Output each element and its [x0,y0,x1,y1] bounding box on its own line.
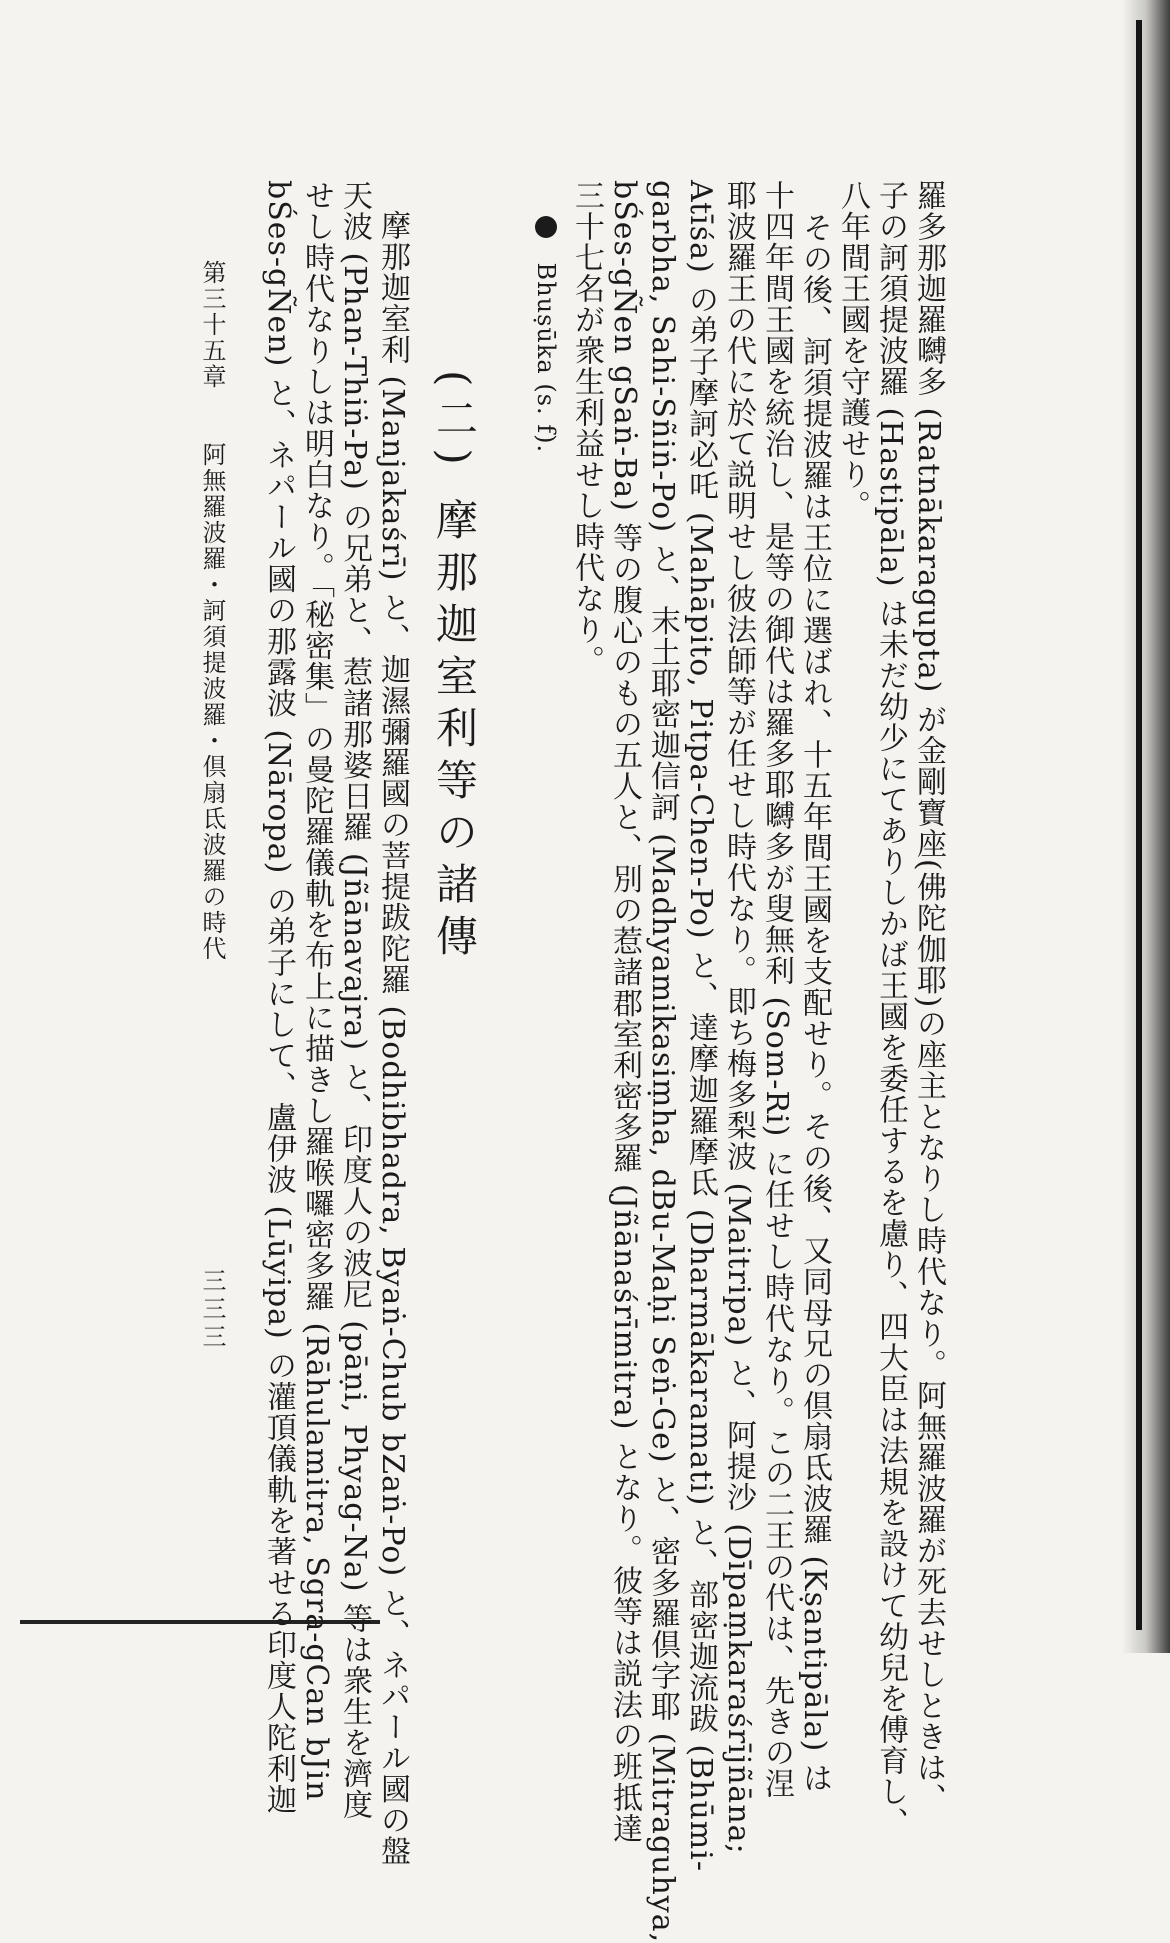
body-text-line: bŚes-gÑen) と、ネパール國の那露波 (Nāropa) の弟子にして、盧伊波 (Lūyipa) の灌頂儀軌を著せる印度人陀利迦 [261,180,296,1816]
body-text-line: 三十七名が衆生利益せし時代なり。 [569,180,604,676]
running-footer [198,260,226,962]
body-text-line: Atīśa) の弟子摩訶必吒 (Mahāpito, Pitpa-Chen-Po) と、達摩迦羅摩氐 (Dharmākaramati) と、部密迦流跋 (Bhūmi- [683,180,718,1872]
body-text-line: 十四年間王國を統治し、是等の御代は羅多耶嚩多が叟無利 (Som-Ri) に任せし時代なり。この二王の代は、先きの涅 [759,180,794,1799]
page-number: 三三三 [198,1268,226,1352]
footer-title: 阿無羅波羅・訶須提波羅・倶扇氐波羅の時代 [198,442,226,962]
binding-shadow [1122,0,1170,1653]
footnote-text: Bhuṣūka (s. f). [532,262,560,454]
body-text-line: garbha, Sahi-Sñiṅ-Po) と、末土耶密迦信訶 (Madhyamikasiṃha, dBu-Maḥi Seṅ-Ge) と、密多羅倶字耶 (Mitraguhya, [645,180,680,1943]
body-text-line: 摩那迦室利 (Manjakaśrī) と、迦濕彌羅國の菩提跋陀羅 (Bodhibhadra, Byaṅ-Chub bZaṅ-Po) と、ネパール國の盤 [375,210,410,1867]
footer-chapter: 第三十五章 [198,260,226,390]
body-text-line: 羅多那迦羅嚩多 (Ratnākaragupta) が金剛寶座(佛陀伽耶)の座主となりし時代なり。阿無羅波羅が死去せしときは、 [911,180,946,1815]
body-text-line: 耶波羅王の代に於て説明せし彼法師等が任せし時代なり。即ち梅多梨波 (Maitripa) と、阿提沙 (Dīpaṃkaraśrījñāna; [721,180,756,1855]
body-text-line: bŚes-gÑen gSaṅ-Ba) 等の腹心のもの五人と、別の惹諸郡室利密多羅 (Jñānaśrīmitra) となり。彼等は説法の班抵達 [607,180,642,1844]
body-text-line: せし時代なりしは明白なり。「秘密集」の曼陀羅儀軌を布上に描きし羅喉囉密多羅 (Rāhulamitra, Sgra-gCan bJin [299,180,334,1802]
footnote-marker-icon [535,216,557,238]
binding-edge [1136,20,1142,1630]
body-text-line: その後、訶須提波羅は王位に選ばれ、十五年間王國を支配せり。その後、又同母兄の倶扇氐波羅 (Kṣantipāla) は [797,212,832,1794]
body-text-line: 八年間王國を守護せり。 [835,180,870,521]
section-heading: (二) 摩那迦室利等の諸傳 [430,370,479,967]
footnote [528,216,564,453]
body-text-line: 子の訶須提波羅 (Hastipāla) は未だ幼少にてありしかば王國を委任するを慮り、四大臣は法規を設けて幼兒を傅育し、 [873,180,908,1839]
body-text-line: 天波 (Phan-Thiṅ-Pa) の兄弟と、惹諸那婆日羅 (Jñānavajra) と、印度人の波尼 (pāṇi, Phyag-Na) 等は衆生を濟度 [337,180,372,1821]
